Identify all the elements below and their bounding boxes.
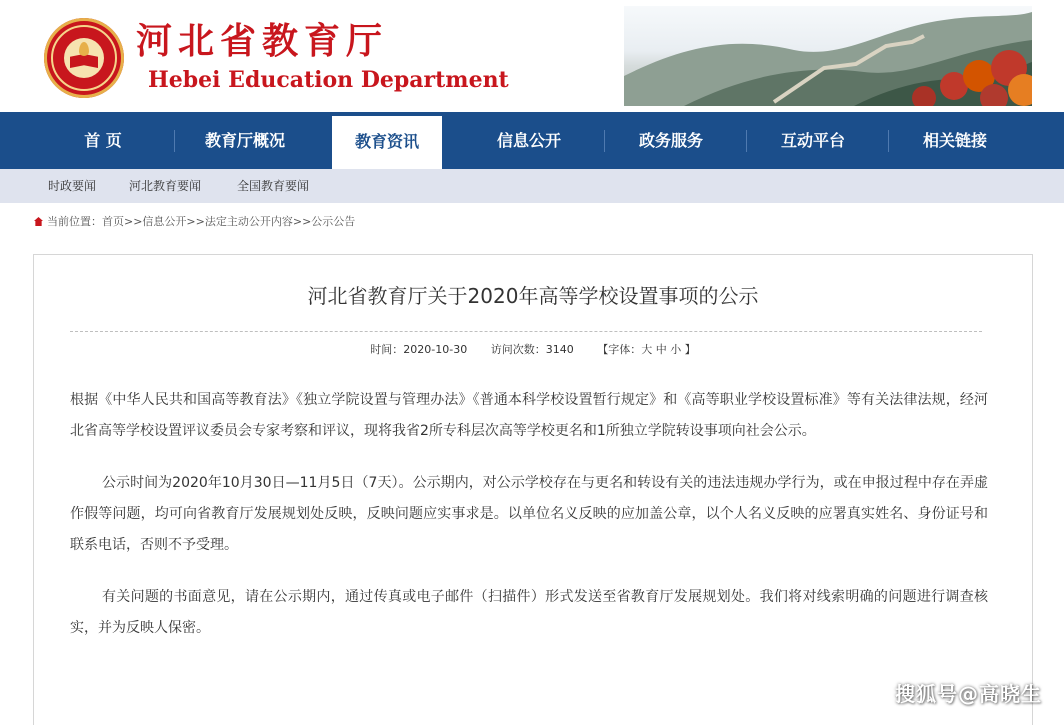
subnav-item-hebei-news[interactable]: 河北教育要闻 — [129, 179, 202, 193]
visit-count: 访问次数：3140 — [490, 343, 574, 356]
nav-item-info-disclosure[interactable]: 信息公开 — [496, 131, 561, 150]
source-watermark: 搜狐号@高晓生 — [895, 682, 1042, 706]
article-panel — [33, 254, 1033, 725]
nav-divider — [746, 130, 747, 152]
article-paragraph: 公示时间为2020年10月30日—11月5日（7天）。公示期内，对公示学校存在与更名和转设有关的违法违规办学行为，或在申报过程中存在弄虚作假等问题，均可向省教育厅发展规划处反映，反映问题应实事求是。以单位名义反映的应加盖公章，以个人名义反映的应署真实姓名、身份证号和联系电话，否则不予受理。 — [70, 475, 988, 553]
article-paragraph: 根据《中华人民共和国高等教育法》《独立学院设置与管理办法》《普通本科学校设置暂行规定》和《高等职业学校设置标准》等有关法律法规，经河北省高等学校设置评议委员会专家考察和评议，现将我省2所专科层次高等学校更名和1所独立学院转设事项向社会公示。 — [70, 392, 988, 439]
nav-divider — [174, 130, 175, 152]
site-title-cn[interactable]: 河北省教育厅 — [136, 21, 389, 62]
nav-item-news[interactable]: 教育资讯 — [332, 116, 442, 169]
emblem-icon[interactable] — [44, 18, 124, 98]
nav-item-overview[interactable]: 教育厅概况 — [204, 131, 285, 150]
home-icon — [34, 217, 43, 226]
main-nav — [0, 112, 1064, 169]
site-header — [0, 0, 1064, 112]
subnav-item-politics[interactable]: 时政要闻 — [48, 179, 97, 193]
flame-icon — [79, 42, 89, 56]
sub-nav — [0, 169, 1064, 203]
nav-divider — [888, 130, 889, 152]
title-divider — [70, 331, 982, 332]
nav-divider — [604, 130, 605, 152]
nav-item-home[interactable]: 首 页 — [84, 131, 122, 150]
article-paragraph: 有关问题的书面意见，请在公示期内，通过传真或电子邮件（扫描件）形式发送至省教育厅发展规划处。我们将对线索明确的问题进行调查核实，并为反映人保密。 — [70, 589, 988, 636]
nav-item-gov-services[interactable]: 政务服务 — [638, 131, 703, 150]
breadcrumb-text[interactable]: 当前位置：首页>>信息公开>>法定主动公开内容>>公示公告 — [47, 215, 356, 228]
nav-item-links[interactable]: 相关链接 — [922, 131, 987, 150]
article-meta — [34, 341, 1032, 359]
subnav-item-national-news[interactable]: 全国教育要闻 — [237, 179, 310, 193]
site-title-en[interactable]: Hebei Education Department — [148, 67, 509, 93]
breadcrumb — [34, 213, 355, 231]
font-size-switcher[interactable]: 【字体：大 中 小 】 — [597, 343, 696, 356]
great-wall-banner — [624, 6, 1032, 106]
nav-item-interaction[interactable]: 互动平台 — [780, 131, 845, 150]
article-title: 河北省教育厅关于2020年高等学校设置事项的公示 — [307, 284, 759, 308]
publish-time: 时间：2020-10-30 — [370, 343, 468, 356]
article-body — [70, 385, 988, 665]
